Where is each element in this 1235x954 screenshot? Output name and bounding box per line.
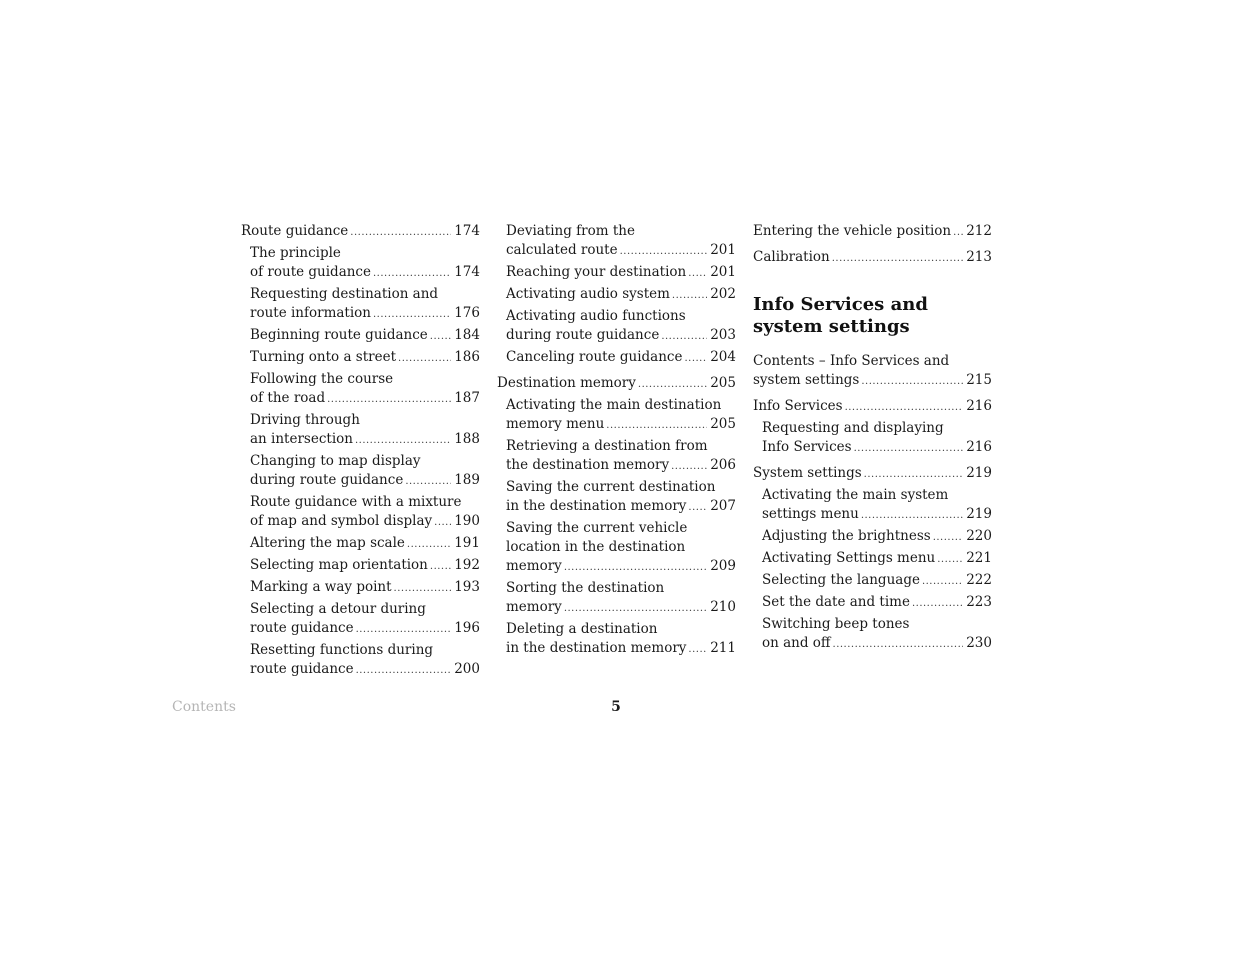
- toc-entry-title: Calibration: [753, 249, 830, 265]
- toc-entry-page: 201: [710, 242, 736, 258]
- toc-entry-lead: Saving the current destination: [506, 479, 716, 495]
- toc-entry-title: on and off: [762, 635, 831, 651]
- dot-leader: [688, 497, 707, 517]
- toc-entry-line: [762, 549, 992, 569]
- toc-entry-lead: Saving the current vehicle: [506, 520, 688, 536]
- dot-leader: [620, 241, 708, 261]
- toc-entry-title: Selecting the language: [762, 572, 920, 588]
- toc-entry[interactable]: [753, 615, 992, 654]
- toc-group-info-services: [753, 352, 992, 654]
- toc-entry[interactable]: [753, 486, 992, 525]
- toc-entry-page: 191: [454, 535, 480, 551]
- toc-entry-line: [497, 374, 736, 394]
- toc-entry-line: [762, 527, 992, 547]
- dot-leader: [953, 222, 963, 242]
- toc-entry-title: route guidance: [250, 620, 354, 636]
- toc-entry[interactable]: [497, 222, 736, 261]
- toc-entry-line: [506, 415, 736, 435]
- toc-entry-lead: Sorting the destination: [506, 580, 665, 596]
- toc-entry-title: Activating Settings menu: [762, 550, 936, 566]
- dot-leader: [937, 549, 963, 569]
- dot-leader: [832, 248, 963, 268]
- footer-section-label: Contents: [172, 699, 236, 715]
- toc-entry[interactable]: [497, 620, 736, 659]
- toc-entry[interactable]: [497, 348, 736, 368]
- dot-leader: [688, 263, 707, 283]
- dot-leader: [861, 371, 963, 391]
- toc-entry-lead: Following the course: [250, 371, 394, 387]
- toc-entry-title: Set the date and time: [762, 594, 910, 610]
- toc-entry-title: Info Services: [753, 398, 843, 414]
- toc-entry[interactable]: [497, 519, 736, 577]
- toc-entry-lead: Requesting and displaying: [762, 420, 944, 436]
- toc-entry[interactable]: [241, 348, 480, 368]
- toc-entry-title: Reaching your destination: [506, 264, 687, 280]
- toc-entry[interactable]: [497, 285, 736, 305]
- toc-entry-page: 184: [454, 327, 480, 343]
- dot-leader: [327, 389, 451, 409]
- toc-entry-page: 230: [966, 635, 992, 651]
- toc-entry-title: Beginning route guidance: [250, 327, 428, 343]
- toc-entry-title: during route guidance: [250, 472, 404, 488]
- toc-entry-title: Route guidance: [241, 223, 349, 239]
- toc-entry[interactable]: [753, 464, 992, 484]
- dot-leader: [912, 593, 963, 613]
- toc-entry-lead: Switching beep tones: [762, 616, 910, 632]
- toc-entry[interactable]: [497, 374, 736, 394]
- toc-column-2: [497, 222, 736, 661]
- dot-leader: [373, 263, 451, 283]
- toc-entry-line: [250, 619, 480, 639]
- toc-entry-line: [753, 248, 992, 268]
- dot-leader: [933, 527, 964, 547]
- toc-column-3: [753, 222, 992, 656]
- toc-entry-title: route guidance: [250, 661, 354, 677]
- toc-entry-line: [762, 438, 992, 458]
- toc-entry-line: [250, 578, 480, 598]
- dot-leader: [405, 471, 451, 491]
- toc-entry-line: [506, 326, 736, 346]
- toc-entry-line: [241, 222, 480, 242]
- toc-entry-page: 204: [710, 349, 736, 365]
- toc-entry-title: Selecting map orientation: [250, 557, 428, 573]
- dot-leader: [356, 660, 452, 680]
- toc-entry-lead: location in the destination: [506, 539, 686, 555]
- toc-entry-lead: The principle: [250, 245, 341, 261]
- toc-entry[interactable]: [753, 549, 992, 569]
- dot-leader: [661, 326, 707, 346]
- toc-entry[interactable]: [241, 556, 480, 576]
- toc-entry[interactable]: [497, 478, 736, 517]
- toc-entry-lead: Requesting destination and: [250, 286, 439, 302]
- toc-entry-page: 222: [966, 572, 992, 588]
- toc-entry-lead: Contents – Info Services and: [753, 353, 950, 369]
- toc-group-vehicle-position: [753, 222, 992, 268]
- toc-entry-page: 207: [710, 498, 736, 514]
- toc-entry-lead: Deleting a destination: [506, 621, 658, 637]
- toc-entry-title: settings menu: [762, 506, 859, 522]
- toc-entry[interactable]: [241, 285, 480, 324]
- toc-entry-title: during route guidance: [506, 327, 660, 343]
- toc-entry-line: [506, 497, 736, 517]
- dot-leader: [356, 619, 452, 639]
- toc-entry-title: Activating audio system: [506, 286, 670, 302]
- toc-entry-page: 202: [710, 286, 736, 302]
- dot-leader: [430, 556, 451, 576]
- toc-entry-page: 212: [966, 223, 992, 239]
- toc-entry-line: [762, 505, 992, 525]
- toc-entry-page: 186: [454, 349, 480, 365]
- toc-entry-lead: Route guidance with a mixture: [250, 494, 462, 510]
- toc-entry-line: [250, 304, 480, 324]
- toc-entry-page: 211: [710, 640, 736, 656]
- toc-entry-lead: Deviating from the: [506, 223, 635, 239]
- toc-entry-line: [506, 639, 736, 659]
- toc-entry-page: 205: [710, 416, 736, 432]
- toc-entry-line: [506, 263, 736, 283]
- toc-entry[interactable]: [497, 263, 736, 283]
- toc-entry-title: Destination memory: [497, 375, 636, 391]
- toc-entry[interactable]: [241, 493, 480, 532]
- toc-entry-page: 203: [710, 327, 736, 343]
- toc-entry-title: in the destination memory: [506, 640, 687, 656]
- dot-leader: [394, 578, 452, 598]
- toc-entry-line: [762, 593, 992, 613]
- toc-entry-title: Altering the map scale: [250, 535, 405, 551]
- dot-leader: [864, 464, 964, 484]
- toc-entry-line: [506, 348, 736, 368]
- toc-entry[interactable]: [241, 326, 480, 346]
- toc-entry-title: System settings: [753, 465, 862, 481]
- toc-entry-title: Adjusting the brightness: [762, 528, 931, 544]
- toc-entry-page: 215: [966, 372, 992, 388]
- toc-entry-page: 201: [710, 264, 736, 280]
- dot-leader: [430, 326, 451, 346]
- dot-leader: [373, 304, 451, 324]
- toc-entry-lead: Activating audio functions: [506, 308, 686, 324]
- toc-entry-lead: Changing to map display: [250, 453, 421, 469]
- toc-entry-page: 216: [966, 439, 992, 455]
- toc-entry-line: [753, 222, 992, 242]
- toc-entry[interactable]: [497, 579, 736, 618]
- toc-entry[interactable]: [753, 352, 992, 391]
- toc-entry-page: 205: [710, 375, 736, 391]
- toc-entry[interactable]: [241, 641, 480, 680]
- toc-entry-line: [506, 456, 736, 476]
- toc-entry[interactable]: [753, 571, 992, 591]
- toc-entry-page: 174: [454, 223, 480, 239]
- toc-entry-line: [250, 556, 480, 576]
- section-heading: Info Services and system settings: [753, 294, 928, 337]
- toc-entry-page: 196: [454, 620, 480, 636]
- toc-entry-title: memory: [506, 599, 562, 615]
- toc-entry-page: 213: [966, 249, 992, 265]
- toc-entry[interactable]: [241, 578, 480, 598]
- toc-entry-title: system settings: [753, 372, 860, 388]
- toc-entry-page: 187: [454, 390, 480, 406]
- dot-leader: [638, 374, 707, 394]
- toc-entry-line: [250, 263, 480, 283]
- dot-leader: [564, 598, 707, 618]
- toc-entry-page: 219: [966, 465, 992, 481]
- toc-entry-line: [250, 326, 480, 346]
- toc-entry[interactable]: [753, 222, 992, 242]
- dot-leader: [564, 557, 707, 577]
- toc-entry-title: the destination memory: [506, 457, 670, 473]
- toc-entry-page: 192: [454, 557, 480, 573]
- toc-entry[interactable]: [241, 222, 480, 242]
- toc-entry-line: [250, 430, 480, 450]
- toc-entry-title: memory menu: [506, 416, 605, 432]
- toc-entry-title: calculated route: [506, 242, 618, 258]
- dot-leader: [398, 348, 451, 368]
- toc-entry-title: Turning onto a street: [250, 349, 397, 365]
- toc-entry-line: [753, 464, 992, 484]
- toc-entry-line: [250, 534, 480, 554]
- toc-entry[interactable]: [241, 411, 480, 450]
- toc-entry-line: [250, 348, 480, 368]
- toc-entry-line: [506, 557, 736, 577]
- toc-entry[interactable]: [241, 244, 480, 283]
- toc-entry-title: of the road: [250, 390, 326, 406]
- toc-entry[interactable]: [753, 527, 992, 547]
- toc-entry-title: of map and symbol display: [250, 513, 433, 529]
- toc-entry-line: [753, 371, 992, 391]
- toc-entry-page: 188: [454, 431, 480, 447]
- toc-entry-title: Entering the vehicle position: [753, 223, 952, 239]
- toc-entry-title: Info Services: [762, 439, 852, 455]
- dot-leader: [833, 634, 964, 654]
- page-number: 5: [611, 699, 621, 715]
- toc-entry-lead: Resetting functions during: [250, 642, 434, 658]
- toc-entry-line: [506, 285, 736, 305]
- dot-leader: [671, 456, 707, 476]
- dot-leader: [854, 438, 964, 458]
- toc-entry-page: 200: [454, 661, 480, 677]
- dot-leader: [845, 397, 964, 417]
- toc-entry-page: 206: [710, 457, 736, 473]
- toc-entry-page: 193: [454, 579, 480, 595]
- toc-entry-page: 174: [454, 264, 480, 280]
- dot-leader: [922, 571, 963, 591]
- dot-leader: [684, 348, 707, 368]
- toc-entry-lead: Retrieving a destination from: [506, 438, 708, 454]
- toc-entry-page: 210: [710, 599, 736, 615]
- toc-entry[interactable]: [241, 452, 480, 491]
- toc-entry[interactable]: [753, 248, 992, 268]
- toc-entry-page: 223: [966, 594, 992, 610]
- toc-entry-title: Marking a way point: [250, 579, 392, 595]
- toc-entry-page: 190: [454, 513, 480, 529]
- toc-entry[interactable]: [497, 396, 736, 435]
- toc-entry-title: of route guidance: [250, 264, 371, 280]
- toc-entry-page: 220: [966, 528, 992, 544]
- dot-leader: [355, 430, 451, 450]
- toc-entry-lead: Driving through: [250, 412, 360, 428]
- toc-entry-line: [762, 634, 992, 654]
- toc-entry-line: [250, 471, 480, 491]
- toc-entry[interactable]: [753, 593, 992, 613]
- toc-entry-title: Canceling route guidance: [506, 349, 683, 365]
- toc-entry-page: 216: [966, 398, 992, 414]
- toc-entry-line: [250, 389, 480, 409]
- dot-leader: [672, 285, 707, 305]
- toc-entry-line: [506, 241, 736, 261]
- toc-entry[interactable]: [753, 397, 992, 417]
- toc-entry-page: 221: [966, 550, 992, 566]
- dot-leader: [350, 222, 451, 242]
- toc-entry-lead: Selecting a detour during: [250, 601, 426, 617]
- dot-leader: [688, 639, 707, 659]
- toc-entry-page: 189: [454, 472, 480, 488]
- toc-entry-line: [506, 598, 736, 618]
- toc-entry-page: 209: [710, 558, 736, 574]
- toc-entry[interactable]: [497, 437, 736, 476]
- dot-leader: [407, 534, 451, 554]
- toc-entry[interactable]: [241, 534, 480, 554]
- dot-leader: [606, 415, 707, 435]
- toc-entry-title: route information: [250, 305, 371, 321]
- toc-entry-lead: Activating the main system: [762, 487, 949, 503]
- toc-entry-line: [762, 571, 992, 591]
- toc-entry-lead: Activating the main destination: [506, 397, 722, 413]
- dot-leader: [861, 505, 963, 525]
- toc-column-1: [241, 222, 480, 682]
- toc-entry-line: [753, 397, 992, 417]
- dot-leader: [434, 512, 451, 532]
- toc-entry[interactable]: [241, 600, 480, 639]
- toc-entry[interactable]: [241, 370, 480, 409]
- toc-entry-title: memory: [506, 558, 562, 574]
- toc-entry-line: [250, 512, 480, 532]
- toc-entry-page: 219: [966, 506, 992, 522]
- toc-entry-page: 176: [454, 305, 480, 321]
- toc-entry-line: [250, 660, 480, 680]
- toc-entry-title: in the destination memory: [506, 498, 687, 514]
- toc-entry[interactable]: [753, 419, 992, 458]
- toc-entry-title: an intersection: [250, 431, 353, 447]
- toc-entry[interactable]: [497, 307, 736, 346]
